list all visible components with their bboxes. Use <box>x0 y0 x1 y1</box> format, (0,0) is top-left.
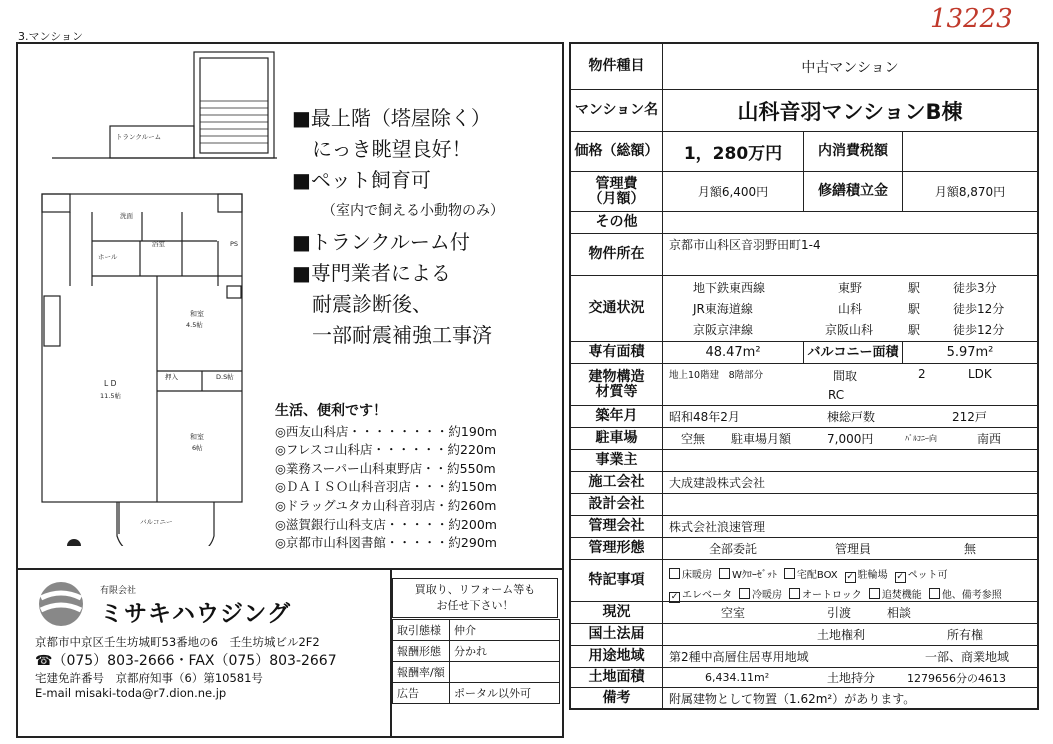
ad-value <box>449 662 559 683</box>
row-mgmt-company <box>571 516 1037 538</box>
label-ld: L D <box>104 379 117 388</box>
ad-bubble <box>392 578 558 618</box>
label-structure: 建物構造 材質等 <box>571 364 663 405</box>
row-name <box>571 90 1037 132</box>
value-parking-status: 空無 <box>681 432 706 446</box>
option-checkbox <box>895 570 948 581</box>
value-mgmt-company: 株式会社浪速管理 <box>669 520 766 534</box>
label-mgmt-company: 管理会社 <box>571 516 663 537</box>
transit-eki: 駅 <box>908 302 921 316</box>
company-email: E-mail misaki-toda@r7.dion.ne.jp <box>35 686 227 700</box>
label-mgmt: 管理費 （月額） <box>571 172 663 211</box>
transit-station: 京阪山科 <box>825 323 874 337</box>
transit-walk: 徒歩3分 <box>953 281 997 295</box>
row-mgmt-form <box>571 538 1037 560</box>
value-area: 48.47m² <box>705 345 761 360</box>
label-zoning: 用途地域 <box>571 646 663 667</box>
row-landlaw <box>571 624 1037 646</box>
ad-terms <box>392 578 560 735</box>
label-repair: 修繕積立金 <box>803 172 903 211</box>
feature-line: ■トランクルーム付 <box>292 230 470 254</box>
label-built: 築年月 <box>571 406 663 427</box>
label-balcony-area: バルコニー面積 <box>803 342 903 363</box>
value-madori-num: 2 <box>918 367 926 381</box>
shop-item: ◎西友山科店・・・・・・・・約190m <box>275 423 497 439</box>
checked-box-icon: ✓ <box>670 592 679 602</box>
empty-box-icon <box>789 588 800 599</box>
value-remarks: 附属建物として物置（1.62m²）があります。 <box>669 691 916 706</box>
label-other: その他 <box>571 212 663 233</box>
label-madori: 間取 <box>833 369 858 383</box>
value-landright: 所有権 <box>947 628 984 642</box>
ad-label: 報酬率/額 <box>393 662 450 683</box>
value-builder: 大成建設株式会社 <box>669 476 766 490</box>
option-label: 宅配BOX <box>796 570 838 581</box>
label-units: 棟総戸数 <box>827 410 876 424</box>
value-price: 1，280万円 <box>683 144 783 164</box>
shop-item: ◎フレスコ山科店・・・・・・約220m <box>275 442 497 458</box>
ad-value: 仲介 <box>449 620 559 641</box>
label-transit: 交通状況 <box>571 276 663 341</box>
transit-walk: 徒歩12分 <box>953 302 1005 316</box>
option-checkbox <box>929 590 1002 601</box>
option-checkbox <box>845 570 888 581</box>
label-japanese2: 和室 <box>190 433 204 441</box>
row-area <box>571 342 1037 364</box>
option-label: ペット可 <box>907 570 948 581</box>
row-transit <box>571 276 1037 342</box>
feature-line: ■最上階（塔屋除く） <box>292 106 491 130</box>
structure-values <box>663 364 1037 406</box>
shop-item: ◎京都市山科図書館・・・・・約290m <box>275 535 497 551</box>
feature-line: ■専門業者による <box>292 261 451 285</box>
label-tax: 内消費税額 <box>803 132 903 171</box>
value-parking-fee: 7,000円 <box>827 432 874 446</box>
row-status <box>571 602 1037 624</box>
label-parking: 駐車場 <box>571 428 663 449</box>
label-japanese2-size: 6帖 <box>192 444 203 452</box>
option-label: エレベータ <box>682 590 732 601</box>
handwritten-number: 13223 <box>930 4 1013 34</box>
checked-box-icon: ✓ <box>896 572 904 582</box>
company-logo-icon <box>35 578 93 630</box>
row-mgmt <box>571 172 1037 212</box>
row-landarea <box>571 668 1037 688</box>
feature-line: 一部耐震補強工事済 <box>292 323 492 347</box>
ad-bubble-line: 買取り、リフォーム等も <box>414 583 536 596</box>
label-landlaw: 国土法届 <box>571 624 663 645</box>
row-zoning <box>571 646 1037 668</box>
option-label: 他、備考参照 <box>941 590 1002 601</box>
label-status: 現況 <box>571 602 663 623</box>
empty-box-icon <box>869 588 880 599</box>
option-label: オートロック <box>802 590 862 601</box>
label-handover: 引渡 <box>827 606 852 620</box>
value-balcony-dir: 南西 <box>977 432 1002 446</box>
feature-line: ■ペット飼育可 <box>292 168 431 192</box>
transit-walk: 徒歩12分 <box>953 323 1005 337</box>
empty-box-icon <box>784 568 795 579</box>
company-tel: ☎（075）803-2666・FAX（075）803-2667 <box>35 653 337 669</box>
transit-eki: 駅 <box>908 323 921 337</box>
value-address: 京都市山科区音羽野田町1-4 <box>669 238 821 252</box>
label-japanese1-size: 4.5帖 <box>186 321 203 329</box>
value-built: 昭和48年2月 <box>669 410 740 424</box>
transit-station: 東野 <box>838 281 863 295</box>
section-label: 3.マンション <box>18 30 83 43</box>
value-manager: 無 <box>963 542 976 556</box>
value-status: 空室 <box>720 606 745 620</box>
ad-value: ポータル以外可 <box>449 683 559 704</box>
option-label: Wｸﾛｰｾﾞｯﾄ <box>732 570 777 581</box>
value-name: 山科音羽マンションB棟 <box>737 99 963 124</box>
feature-line: にっき眺望良好！ <box>292 137 472 161</box>
label-type: 物件種目 <box>571 44 663 89</box>
row-builder <box>571 472 1037 494</box>
empty-box-icon <box>669 568 680 579</box>
option-label: 追焚機能 <box>881 590 922 601</box>
floor-plan <box>22 46 277 546</box>
option-checkbox <box>669 590 732 601</box>
property-table <box>569 42 1039 710</box>
transit-line: 京阪京津線 <box>693 323 754 337</box>
option-label: 冷暖房 <box>752 590 782 601</box>
label-balcony-dir: ﾊﾞﾙｺﾆｰ向 <box>905 434 937 443</box>
value-landarea: 6,434.11m² <box>705 671 770 684</box>
label-bath: 浴室 <box>152 240 165 248</box>
row-type <box>571 44 1037 90</box>
value-repair: 月額8,870円 <box>934 185 1006 199</box>
row-built <box>571 406 1037 428</box>
option-label: 駐輪場 <box>857 570 888 581</box>
value-zoning-1: 第2種中高層住居専用地域 <box>669 650 809 664</box>
feature-line: 耐震診断後、 <box>292 292 432 316</box>
transit-line: 地下鉄東西線 <box>693 281 766 295</box>
value-other <box>663 212 1037 233</box>
label-balcony: バルコニー <box>140 518 173 526</box>
value-units: 212戸 <box>952 410 987 424</box>
option-checkbox <box>669 570 712 581</box>
transit-line: JR東海道線 <box>693 302 753 316</box>
label-parking-fee: 駐車場月額 <box>731 432 792 446</box>
value-design <box>663 494 1037 515</box>
transit-list <box>663 276 1037 342</box>
value-owner <box>663 450 1037 471</box>
empty-box-icon <box>719 568 730 579</box>
label-name: マンション名 <box>571 90 663 131</box>
label-price: 価格（総額） <box>571 132 663 171</box>
shop-item: ◎ＤＡＩＳＯ山科音羽店・・・約150m <box>275 479 497 495</box>
ad-label: 取引態様 <box>393 620 450 641</box>
transit-station: 山科 <box>838 302 863 316</box>
row-other <box>571 212 1037 234</box>
value-share: 1279656分の4613 <box>907 671 1006 685</box>
options-row-1 <box>669 563 955 582</box>
nearby-shops <box>275 402 497 553</box>
shop-item: ◎滋賀銀行山科支店・・・・・約200m <box>275 516 497 532</box>
label-mgmt-form: 管理形態 <box>571 538 663 559</box>
shop-item: ◎業務スーパー山科東野店・・約550m <box>275 460 496 476</box>
value-balcony-area: 5.97m² <box>946 345 994 360</box>
label-builder: 施工会社 <box>571 472 663 493</box>
label-hall: ホール <box>98 253 118 261</box>
option-checkbox <box>789 590 862 601</box>
feature-line: （室内で飼える小動物のみ） <box>322 203 504 219</box>
row-remarks <box>571 688 1037 708</box>
label-landarea: 土地面積 <box>571 668 663 687</box>
label-closet: 押入 <box>165 373 178 381</box>
label-area: 専有面積 <box>571 342 663 363</box>
value-type: 中古マンション <box>801 59 899 76</box>
row-structure <box>571 364 1037 406</box>
option-checkbox <box>739 590 782 601</box>
options-row-2 <box>669 583 1009 602</box>
option-checkbox <box>784 570 838 581</box>
company-license: 宅建免許番号 京都府知事（6）第10581号 <box>35 671 263 685</box>
option-checkbox <box>869 590 922 601</box>
row-price <box>571 132 1037 172</box>
shops-title: 生活、便利です！ <box>275 403 387 419</box>
empty-box-icon <box>739 588 750 599</box>
row-design <box>571 494 1037 516</box>
label-special: 特記事項 <box>571 560 663 601</box>
option-checkbox <box>719 570 777 581</box>
label-manager: 管理員 <box>834 542 871 556</box>
feature-list <box>292 103 504 351</box>
value-madori-type: LDK <box>968 367 992 381</box>
empty-box-icon <box>929 588 940 599</box>
row-address <box>571 234 1037 276</box>
value-zoning-2: 一部、商業地域 <box>925 650 1010 664</box>
label-landright: 土地権利 <box>817 628 866 642</box>
ad-value: 分かれ <box>449 641 559 662</box>
row-parking <box>571 428 1037 450</box>
label-design: 設計会社 <box>571 494 663 515</box>
ad-label: 報酬形態 <box>393 641 450 662</box>
value-mgmt-form: 全部委託 <box>708 542 757 556</box>
label-address: 物件所在 <box>571 234 663 275</box>
row-special <box>571 560 1037 602</box>
company-address: 京都市中京区壬生坊城町53番地の6 壬生坊城ビル2F2 <box>35 635 320 649</box>
label-trunk-room: トランクルーム <box>116 133 162 141</box>
label-washroom: 洗面 <box>120 212 133 220</box>
company-type: 有限会社 <box>100 586 137 596</box>
row-owner <box>571 450 1037 472</box>
value-handover: 相談 <box>887 606 912 620</box>
label-remarks: 備考 <box>571 688 663 708</box>
label-ds: D.S帖 <box>216 373 234 381</box>
company-name: ミサキハウジング <box>100 601 291 627</box>
ad-table <box>392 619 560 704</box>
value-tax <box>903 132 1037 171</box>
checked-box-icon: ✓ <box>846 572 854 582</box>
transit-eki: 駅 <box>908 281 921 295</box>
value-floors: 地上10階建 8階部分 <box>669 370 764 381</box>
value-mgmt: 月額6,400円 <box>697 185 769 199</box>
value-material: RC <box>828 388 845 402</box>
label-ps: PS <box>230 240 239 248</box>
shop-item: ◎ドラッグユタカ山科音羽店・約260m <box>275 497 497 513</box>
ad-label: 広告 <box>393 683 450 704</box>
ad-bubble-line: お任せ下さい！ <box>436 599 514 612</box>
label-japanese1: 和室 <box>190 310 204 318</box>
company-block <box>25 578 385 738</box>
label-share: 土地持分 <box>827 671 876 685</box>
option-label: 床暖房 <box>682 570 712 581</box>
label-owner: 事業主 <box>571 450 663 471</box>
label-ld-size: 11.5帖 <box>100 392 121 400</box>
